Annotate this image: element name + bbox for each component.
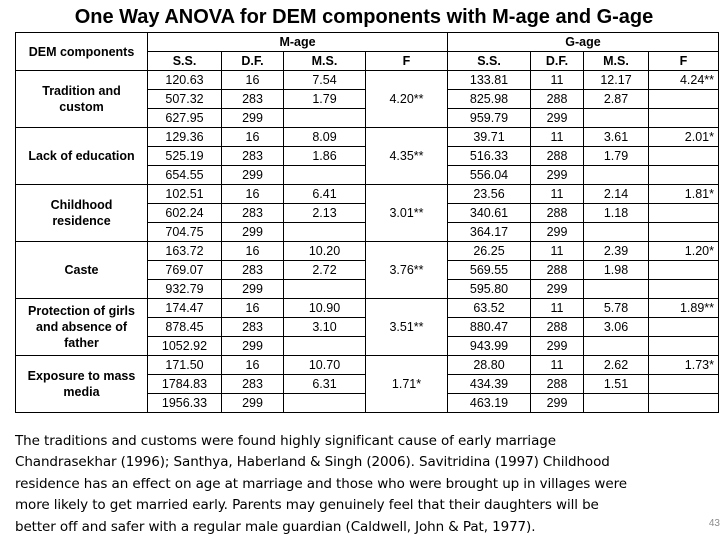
table-header [16, 33, 719, 71]
m-age-df-cell: 283 [222, 261, 284, 280]
g-age-df-cell: 288 [531, 375, 584, 394]
g-age-ss-cell: 943.99 [448, 337, 531, 356]
m-age-ss-cell: 163.72 [148, 242, 222, 261]
dem-components-header: DEM components [16, 33, 148, 71]
g-age-ms-cell: 2.14 [584, 185, 649, 204]
g-age-ms-cell: 1.51 [584, 375, 649, 394]
m-age-ss-cell: 878.45 [148, 318, 222, 337]
table-row [16, 71, 719, 90]
component-label [16, 185, 148, 242]
paragraph-line: Chandrasekhar (1996); Santhya, Haberland & Singh (2006). Savitridina (1997) Childhood [15, 454, 610, 471]
m-age-df-cell: 16 [222, 128, 284, 147]
g-age-ms-cell: 2.87 [584, 90, 649, 109]
m-age-ms-cell: 10.70 [284, 356, 366, 375]
g-age-f-cell: 1.73* [649, 356, 719, 375]
m-age-ss-cell: 174.47 [148, 299, 222, 318]
g-age-ms-cell: 3.06 [584, 318, 649, 337]
m-age-ss-cell: 120.63 [148, 71, 222, 90]
column-header: D.F. [531, 52, 584, 71]
m-age-ms-cell: 3.10 [284, 318, 366, 337]
m-age-ss-cell: 1052.92 [148, 337, 222, 356]
g-age-df-cell: 299 [531, 337, 584, 356]
m-age-ms-cell [284, 166, 366, 185]
g-age-ss-cell: 23.56 [448, 185, 531, 204]
m-age-ss-cell: 602.24 [148, 204, 222, 223]
m-age-df-cell: 283 [222, 90, 284, 109]
column-header: D.F. [222, 52, 284, 71]
m-age-group-header: M-age [148, 33, 448, 52]
g-age-ms-cell: 2.39 [584, 242, 649, 261]
g-age-f-cell [649, 204, 719, 223]
m-age-ms-cell [284, 223, 366, 242]
g-age-f-cell [649, 223, 719, 242]
m-age-df-cell: 299 [222, 394, 284, 413]
g-age-ss-cell: 569.55 [448, 261, 531, 280]
g-age-ss-cell: 434.39 [448, 375, 531, 394]
m-age-f-cell: 3.76** [366, 242, 448, 299]
column-header: S.S. [148, 52, 222, 71]
column-header: S.S. [448, 52, 531, 71]
g-age-ss-cell: 364.17 [448, 223, 531, 242]
m-age-df-cell: 16 [222, 356, 284, 375]
g-age-ss-cell: 63.52 [448, 299, 531, 318]
m-age-ss-cell: 1956.33 [148, 394, 222, 413]
m-age-df-cell: 299 [222, 166, 284, 185]
g-age-f-cell [649, 337, 719, 356]
anova-table [15, 32, 719, 413]
m-age-df-cell: 299 [222, 280, 284, 299]
g-age-f-cell: 4.24** [649, 71, 719, 90]
m-age-ms-cell: 2.13 [284, 204, 366, 223]
g-age-ss-cell: 39.71 [448, 128, 531, 147]
g-age-ms-cell [584, 280, 649, 299]
g-age-f-cell [649, 261, 719, 280]
m-age-df-cell: 16 [222, 71, 284, 90]
g-age-ms-cell: 1.98 [584, 261, 649, 280]
g-age-df-cell: 11 [531, 128, 584, 147]
m-age-df-cell: 16 [222, 185, 284, 204]
component-label-line: residence [52, 214, 111, 228]
m-age-ms-cell: 10.20 [284, 242, 366, 261]
component-label-line: media [63, 385, 100, 399]
g-age-df-cell: 288 [531, 204, 584, 223]
g-age-ss-cell: 133.81 [448, 71, 531, 90]
m-age-df-cell: 283 [222, 147, 284, 166]
g-age-df-cell: 11 [531, 185, 584, 204]
g-age-ms-cell [584, 223, 649, 242]
m-age-f-cell: 4.35** [366, 128, 448, 185]
m-age-ss-cell: 1784.83 [148, 375, 222, 394]
column-header: F [649, 52, 719, 71]
m-age-ss-cell: 102.51 [148, 185, 222, 204]
m-age-f-cell: 3.51** [366, 299, 448, 356]
table-row [16, 185, 719, 204]
g-age-f-cell [649, 90, 719, 109]
component-label [16, 71, 148, 128]
g-age-f-cell: 1.89** [649, 299, 719, 318]
table-row [16, 242, 719, 261]
table-row [16, 128, 719, 147]
m-age-ss-cell: 627.95 [148, 109, 222, 128]
g-age-df-cell: 288 [531, 90, 584, 109]
g-age-ms-cell [584, 109, 649, 128]
m-age-ms-cell: 6.31 [284, 375, 366, 394]
m-age-ss-cell: 129.36 [148, 128, 222, 147]
g-age-ms-cell: 12.17 [584, 71, 649, 90]
m-age-ms-cell: 6.41 [284, 185, 366, 204]
g-age-f-cell [649, 318, 719, 337]
m-age-df-cell: 283 [222, 204, 284, 223]
m-age-ms-cell: 10.90 [284, 299, 366, 318]
m-age-ss-cell: 704.75 [148, 223, 222, 242]
g-age-ss-cell: 825.98 [448, 90, 531, 109]
paragraph-line: residence has an effect on age at marriage and those who were brought up in villages were [15, 475, 627, 492]
m-age-df-cell: 283 [222, 375, 284, 394]
page-number: 43 [708, 518, 720, 529]
table-row [16, 356, 719, 375]
m-age-df-cell: 299 [222, 337, 284, 356]
g-age-df-cell: 11 [531, 242, 584, 261]
g-age-f-cell [649, 375, 719, 394]
g-age-f-cell [649, 166, 719, 185]
m-age-df-cell: 283 [222, 318, 284, 337]
paragraph-line: more likely to get married early. Parents may genuinely feel that their daughters will be [15, 497, 599, 514]
m-age-ms-cell [284, 337, 366, 356]
component-label [16, 299, 148, 356]
table-row [16, 299, 719, 318]
g-age-ss-cell: 595.80 [448, 280, 531, 299]
g-age-df-cell: 288 [531, 261, 584, 280]
g-age-f-cell: 2.01* [649, 128, 719, 147]
m-age-ss-cell: 507.32 [148, 90, 222, 109]
m-age-ms-cell: 1.86 [284, 147, 366, 166]
m-age-ms-cell: 7.54 [284, 71, 366, 90]
m-age-ms-cell [284, 394, 366, 413]
m-age-ms-cell: 2.72 [284, 261, 366, 280]
m-age-f-cell: 1.71* [366, 356, 448, 413]
component-label-line: and absence of [36, 320, 127, 334]
g-age-df-cell: 11 [531, 299, 584, 318]
g-age-ss-cell: 556.04 [448, 166, 531, 185]
g-age-f-cell [649, 394, 719, 413]
g-age-ms-cell: 1.18 [584, 204, 649, 223]
paragraph-line: better off and safer with a regular male guardian (Caldwell, John & Pat, 1977). [15, 518, 536, 535]
m-age-ss-cell: 932.79 [148, 280, 222, 299]
component-label-line: Exposure to mass [27, 369, 136, 383]
component-label-line: custom [59, 100, 104, 114]
g-age-ms-cell [584, 337, 649, 356]
g-age-ss-cell: 28.80 [448, 356, 531, 375]
body-paragraph [15, 431, 705, 538]
g-age-ss-cell: 26.25 [448, 242, 531, 261]
g-age-ss-cell: 463.19 [448, 394, 531, 413]
m-age-ms-cell: 8.09 [284, 128, 366, 147]
g-age-df-cell: 288 [531, 318, 584, 337]
g-age-f-cell: 1.81* [649, 185, 719, 204]
paragraph-line: The traditions and customs were found highly significant cause of early marriage [15, 433, 556, 449]
g-age-f-cell [649, 147, 719, 166]
g-age-df-cell: 299 [531, 166, 584, 185]
component-label-line: Tradition and [42, 84, 121, 98]
g-age-ms-cell [584, 394, 649, 413]
component-label [16, 242, 148, 299]
component-label-line: Lack of education [28, 149, 135, 163]
component-label [16, 128, 148, 185]
column-header: M.S. [584, 52, 649, 71]
g-age-df-cell: 299 [531, 394, 584, 413]
g-age-ms-cell: 5.78 [584, 299, 649, 318]
component-label-line: Protection of girls [28, 304, 135, 318]
m-age-ms-cell [284, 109, 366, 128]
g-age-df-cell: 299 [531, 280, 584, 299]
m-age-ss-cell: 171.50 [148, 356, 222, 375]
g-age-df-cell: 299 [531, 223, 584, 242]
g-age-ss-cell: 959.79 [448, 109, 531, 128]
m-age-ss-cell: 525.19 [148, 147, 222, 166]
m-age-df-cell: 16 [222, 299, 284, 318]
g-age-df-cell: 11 [531, 71, 584, 90]
m-age-df-cell: 16 [222, 242, 284, 261]
g-age-f-cell [649, 109, 719, 128]
g-age-ms-cell: 3.61 [584, 128, 649, 147]
component-label-line: Caste [64, 263, 99, 277]
component-label [16, 356, 148, 413]
g-age-df-cell: 11 [531, 356, 584, 375]
component-label-line: Childhood [50, 198, 113, 212]
component-label-line: father [64, 336, 99, 350]
g-age-df-cell: 299 [531, 109, 584, 128]
m-age-ms-cell: 1.79 [284, 90, 366, 109]
g-age-ms-cell: 2.62 [584, 356, 649, 375]
m-age-ss-cell: 769.07 [148, 261, 222, 280]
m-age-ss-cell: 654.55 [148, 166, 222, 185]
g-age-ms-cell [584, 166, 649, 185]
table-body [16, 71, 719, 413]
g-age-f-cell: 1.20* [649, 242, 719, 261]
g-age-ss-cell: 516.33 [448, 147, 531, 166]
g-age-ms-cell: 1.79 [584, 147, 649, 166]
g-age-ss-cell: 880.47 [448, 318, 531, 337]
column-header: M.S. [284, 52, 366, 71]
g-age-f-cell [649, 280, 719, 299]
m-age-f-cell: 3.01** [366, 185, 448, 242]
slide-title: One Way ANOVA for DEM components with M-age and G-age [74, 6, 654, 28]
g-age-df-cell: 288 [531, 147, 584, 166]
g-age-ss-cell: 340.61 [448, 204, 531, 223]
m-age-df-cell: 299 [222, 223, 284, 242]
g-age-group-header: G-age [448, 33, 719, 52]
column-header: F [366, 52, 448, 71]
m-age-ms-cell [284, 280, 366, 299]
m-age-f-cell: 4.20** [366, 71, 448, 128]
m-age-df-cell: 299 [222, 109, 284, 128]
